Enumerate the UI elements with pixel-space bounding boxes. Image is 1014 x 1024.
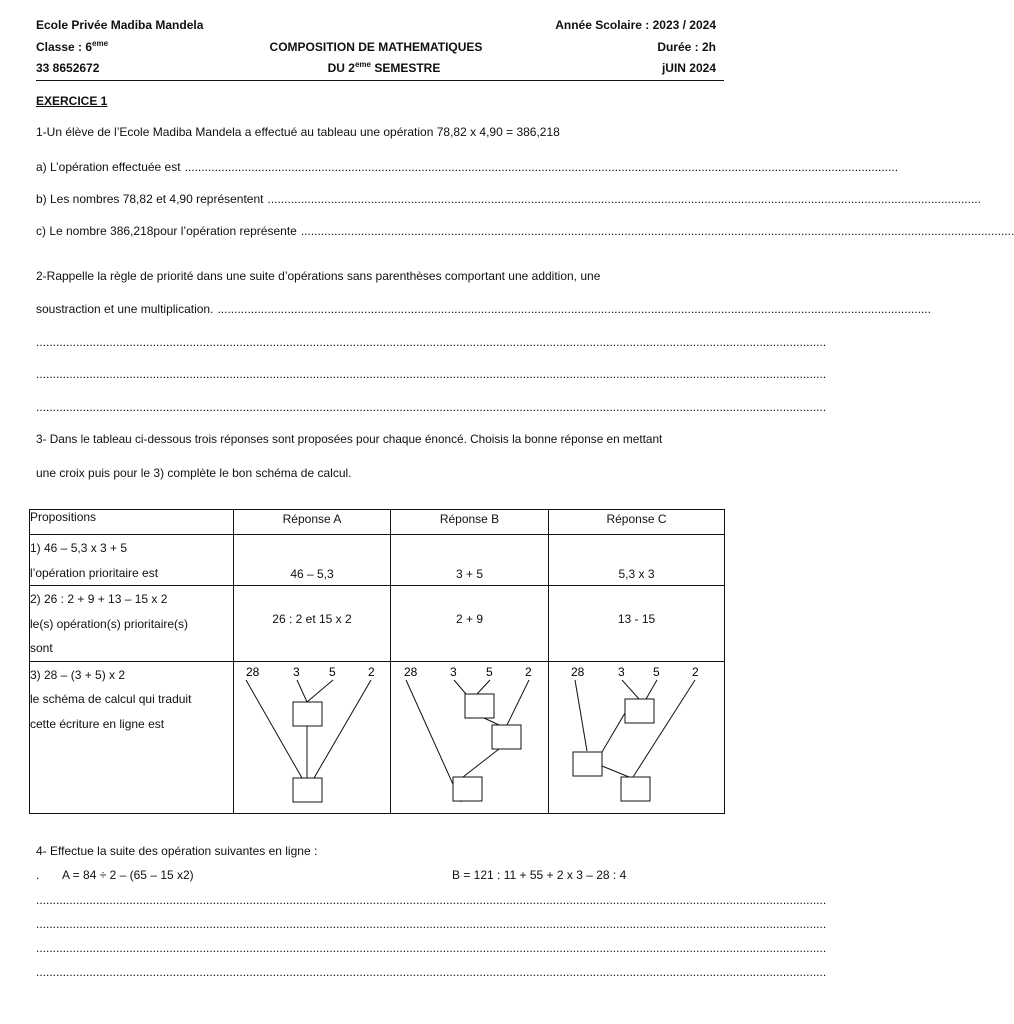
header-divider (36, 80, 724, 81)
row3-answer-c[interactable] (549, 661, 725, 813)
tree-label: 5 (486, 664, 493, 679)
tree-label: 5 (329, 664, 336, 679)
answer-dots[interactable]: ...................................................................................................................................................................................................................... (217, 302, 931, 316)
calc-tree-c (549, 662, 724, 810)
empty-box[interactable] (293, 778, 322, 802)
empty-box[interactable] (573, 752, 602, 776)
empty-box[interactable] (465, 694, 494, 718)
expression-b: B = 121 : 11 + 55 + 2 x 3 – 28 : 4 (452, 868, 627, 882)
answer-line[interactable]: ............................................................................................................................................................................................................................................. (36, 941, 827, 955)
table-row (30, 535, 725, 586)
row2-proposition: 2) 26 : 2 + 9 + 13 – 15 x 2 le(s) opération(s) prioritaire(s) sont (30, 586, 234, 662)
table-row (30, 586, 725, 662)
class-label: Classe : 6eme (36, 39, 109, 54)
school-name: Ecole Privée Madiba Mandela (36, 18, 204, 32)
q3-line2: une croix puis pour le 3) complète le bon schéma de calcul. (36, 466, 352, 480)
answer-table (29, 509, 725, 814)
q3-line1: 3- Dans le tableau ci-dessous trois réponses sont proposées pour chaque énoncé. Choisis la bonne réponse en mettant (36, 432, 663, 446)
q1a-line (36, 160, 899, 174)
q1a-text: a) L’opération effectuée est (36, 160, 181, 174)
answer-dots[interactable]: ...................................................................................................................................................................................................................... (184, 160, 899, 174)
table-row (30, 661, 725, 813)
exam-date: jUIN 2024 (661, 61, 716, 75)
tree-label: 3 (293, 664, 300, 679)
row1-answer-a[interactable]: 46 – 5,3 (234, 535, 391, 586)
q1-intro: 1-Un élève de l’Ecole Madiba Mandela a effectué au tableau une opération 78,82 x 4,90 = 386,218 (36, 125, 560, 139)
tree-label: 3 (450, 664, 457, 679)
empty-box[interactable] (453, 777, 482, 801)
answer-dots[interactable]: ...................................................................................................................................................................................................................... (267, 192, 981, 206)
calc-tree-a (234, 662, 390, 810)
row2-answer-c[interactable]: 13 - 15 (549, 586, 725, 662)
answer-line[interactable]: ............................................................................................................................................................................................................................................. (36, 917, 827, 931)
tree-label: 28 (571, 664, 585, 679)
answer-line[interactable]: ............................................................................................................................................................................................................................................. (36, 335, 827, 349)
header-answer-a: Réponse A (234, 510, 391, 535)
answer-line[interactable]: ............................................................................................................................................................................................................................................. (36, 893, 827, 907)
exercise-title: EXERCICE 1 (36, 94, 108, 108)
header-propositions: Propositions (30, 510, 234, 535)
q4-bullet: . (36, 868, 40, 882)
answer-dots[interactable]: ...................................................................................................................................................................................................................... (300, 224, 1014, 238)
q4-title: 4- Effectue la suite des opération suivantes en ligne : (36, 844, 318, 858)
header-answer-c: Réponse C (549, 510, 725, 535)
row2-answer-a[interactable]: 26 : 2 et 15 x 2 (234, 586, 391, 662)
tree-label: 28 (246, 664, 260, 679)
tree-label: 5 (653, 664, 660, 679)
exam-subtitle: DU 2eme SEMESTRE (327, 60, 441, 75)
tree-label: 2 (525, 664, 532, 679)
exam-title: COMPOSITION DE MATHEMATIQUES (269, 40, 483, 54)
empty-box[interactable] (492, 725, 521, 749)
row1-answer-b[interactable]: 3 + 5 (391, 535, 549, 586)
answer-line[interactable]: ............................................................................................................................................................................................................................................. (36, 965, 827, 979)
tree-label: 2 (368, 664, 375, 679)
q2-line1: 2-Rappelle la règle de priorité dans une suite d’opérations sans parenthèses comportant une addition, une (36, 269, 601, 283)
school-year: Année Scolaire : 2023 / 2024 (555, 18, 716, 32)
q1c-text: c) Le nombre 386,218pour l’opération représente (36, 224, 297, 238)
tree-label: 28 (404, 664, 418, 679)
empty-box[interactable] (621, 777, 650, 801)
q1c-line (36, 224, 1014, 238)
row3-answer-b[interactable] (391, 661, 549, 813)
q2-line2 (36, 302, 931, 316)
answer-line[interactable]: ............................................................................................................................................................................................................................................. (36, 400, 827, 414)
duration: Durée : 2h (657, 40, 716, 54)
row3-proposition: 3) 28 – (3 + 5) x 2 le schéma de calcul qui traduit cette écriture en ligne est (30, 661, 234, 813)
row1-answer-c[interactable]: 5,3 x 3 (549, 535, 725, 586)
row3-answer-a[interactable] (234, 661, 391, 813)
empty-box[interactable] (625, 699, 654, 723)
header-answer-b: Réponse B (391, 510, 549, 535)
q2-line2-text: soustraction et une multiplication. (36, 302, 214, 316)
tree-label: 2 (692, 664, 699, 679)
tree-label: 3 (618, 664, 625, 679)
row1-proposition: 1) 46 – 5,3 x 3 + 5 l’opération prioritaire est (30, 535, 234, 586)
expression-a: A = 84 ÷ 2 – (65 – 15 x2) (62, 868, 194, 882)
calc-tree-b (391, 662, 548, 810)
q1b-text: b) Les nombres 78,82 et 4,90 représentent (36, 192, 264, 206)
row2-answer-b[interactable]: 2 + 9 (391, 586, 549, 662)
phone-number: 33 8652672 (36, 61, 100, 75)
answer-line[interactable]: ............................................................................................................................................................................................................................................. (36, 367, 827, 381)
empty-box[interactable] (293, 702, 322, 726)
q1b-line (36, 192, 981, 206)
table-header-row (30, 510, 725, 535)
